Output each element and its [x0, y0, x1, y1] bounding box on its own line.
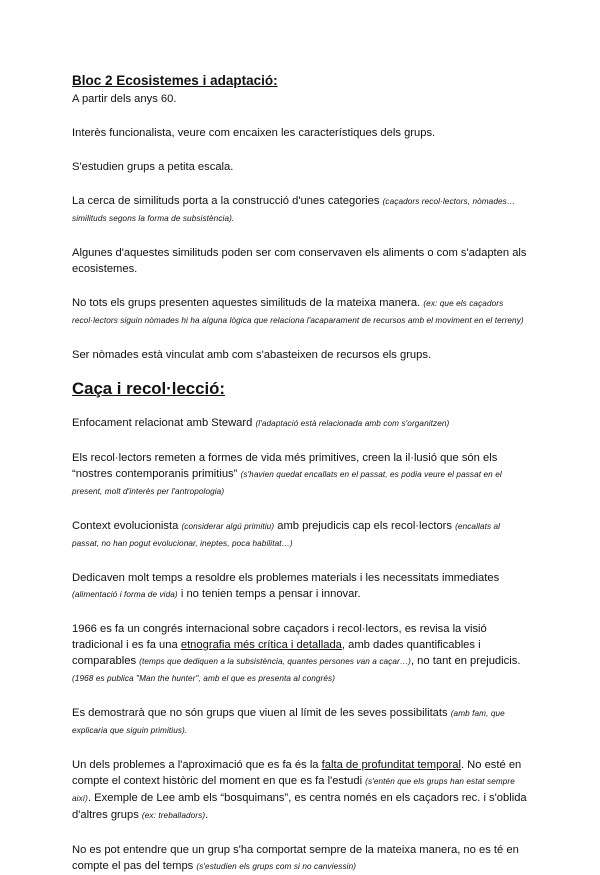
section-heading: Caça i recol·lecció: [72, 379, 225, 398]
text: Enfocament relacionat amb Steward [72, 417, 256, 429]
paragraph-functionalist: Interès funcionalista, veure com encaixen les característiques dels grups. [72, 127, 436, 139]
paragraph-intro: A partir dels anys 60. [72, 93, 177, 105]
paragraph-evolutionist [72, 518, 528, 552]
note: (ex: treballadors) [141, 811, 206, 820]
note: (s'havien quedat encallats en el passat, es podia veure el passat en el present, molt d'interès per l'antropologia) [72, 470, 502, 496]
text: 1966 es fa un congrés internacional sobre caçadors i recol·lectors, es revisa la visió tradicional i es fa una [72, 623, 487, 651]
note: (ex: que els caçadors recol·lectors siguin nòmades hi ha alguna lògica que relaciona l'acaparament de recursos amb el moviment en el terreny) [72, 299, 524, 325]
paragraph-collectors [72, 450, 528, 500]
note: (encallats al passat, no han pogut evolucionar, ineptes, poca habilitat…) [72, 522, 501, 548]
paragraph-temporal-depth [72, 757, 528, 824]
text: i no tenien temps a pensar i innovar. [177, 588, 361, 600]
text: La cerca de similituds porta a la construcció d'unes categories [72, 195, 383, 207]
note: (s'estudien els grups com si no canviessin) [196, 862, 357, 871]
paragraph-steward [72, 415, 528, 432]
paragraph-material-problems [72, 570, 528, 603]
paragraph-congress-1966 [72, 621, 528, 687]
text: , amb dades quantificables i comparables [72, 639, 481, 667]
paragraph-conservation: Algunes d'aquestes similituds poden ser com conservaven els aliments o com s'adapten als ecosistemes. [72, 247, 527, 275]
paragraph-similarities [72, 193, 528, 227]
text: Dedicaven molt temps a resoldre els problemes materials i les necessitats immediates [72, 572, 500, 584]
text: . Exemple de Lee amb els “bosquimans”, es centra només en els caçadors rec. i s'oblida d'altres grups [72, 792, 527, 821]
note: (temps que dediquen a la subsistència, quantes persones van a caçar…) [139, 657, 411, 666]
note: (alimentació i forma de vida) [72, 590, 178, 599]
note: (1968 es publica "Man the hunter", amb el que es presenta al congrés) [72, 674, 336, 683]
paragraph-scale: S'estudien grups a petita escala. [72, 161, 234, 173]
text: Un dels problemes a l'aproximació que es fa és la [72, 759, 322, 771]
text: , no tant en prejudicis. [410, 655, 521, 667]
paragraph-not-all-groups [72, 295, 528, 329]
text: . [205, 809, 209, 821]
text: Es demostrarà que no són grups que viuen al límit de les seves possibilitats [72, 707, 451, 719]
note: (s'entén que els grups han estat sempre així) [72, 777, 515, 803]
note: (considerar algú primitiu) [181, 522, 275, 531]
text: . No esté en compte el context històric del moment en que es fa l'estudi [72, 759, 522, 787]
note: (amb fam, que explicaria que siguin primitius). [72, 709, 505, 735]
text: amb prejudicis cap els recol·lectors [274, 520, 456, 532]
underlined-text: etnografia més crítica i detallada [180, 639, 342, 651]
text: Context evolucionista [72, 520, 182, 532]
text: No es pot entendre que un grup s'ha comportat sempre de la mateixa manera, no es té en compte el pas del temps [72, 844, 519, 872]
text: Els recol·lectors remeten a formes de vida més primitives, creen la il·lusió que són els “nostres contemporanis primitius” [72, 452, 498, 480]
note: (l'adaptació està relacionada amb com s'organitzen) [255, 419, 450, 428]
paragraph-passage-of-time [72, 842, 528, 875]
text: No tots els grups presenten aquestes similituds de la mateixa manera. [72, 297, 424, 309]
paragraph-nomads: Ser nòmades està vinculat amb com s'abasteixen de recursos els grups. [72, 349, 432, 361]
underlined-text: falta de profunditat temporal [321, 759, 461, 771]
paragraph-limits [72, 705, 528, 739]
page-title: Bloc 2 Ecosistemes i adaptació: [72, 73, 278, 88]
note: (caçadors recol·lectors, nòmades… similituds segons la forma de subsistència). [72, 197, 516, 223]
